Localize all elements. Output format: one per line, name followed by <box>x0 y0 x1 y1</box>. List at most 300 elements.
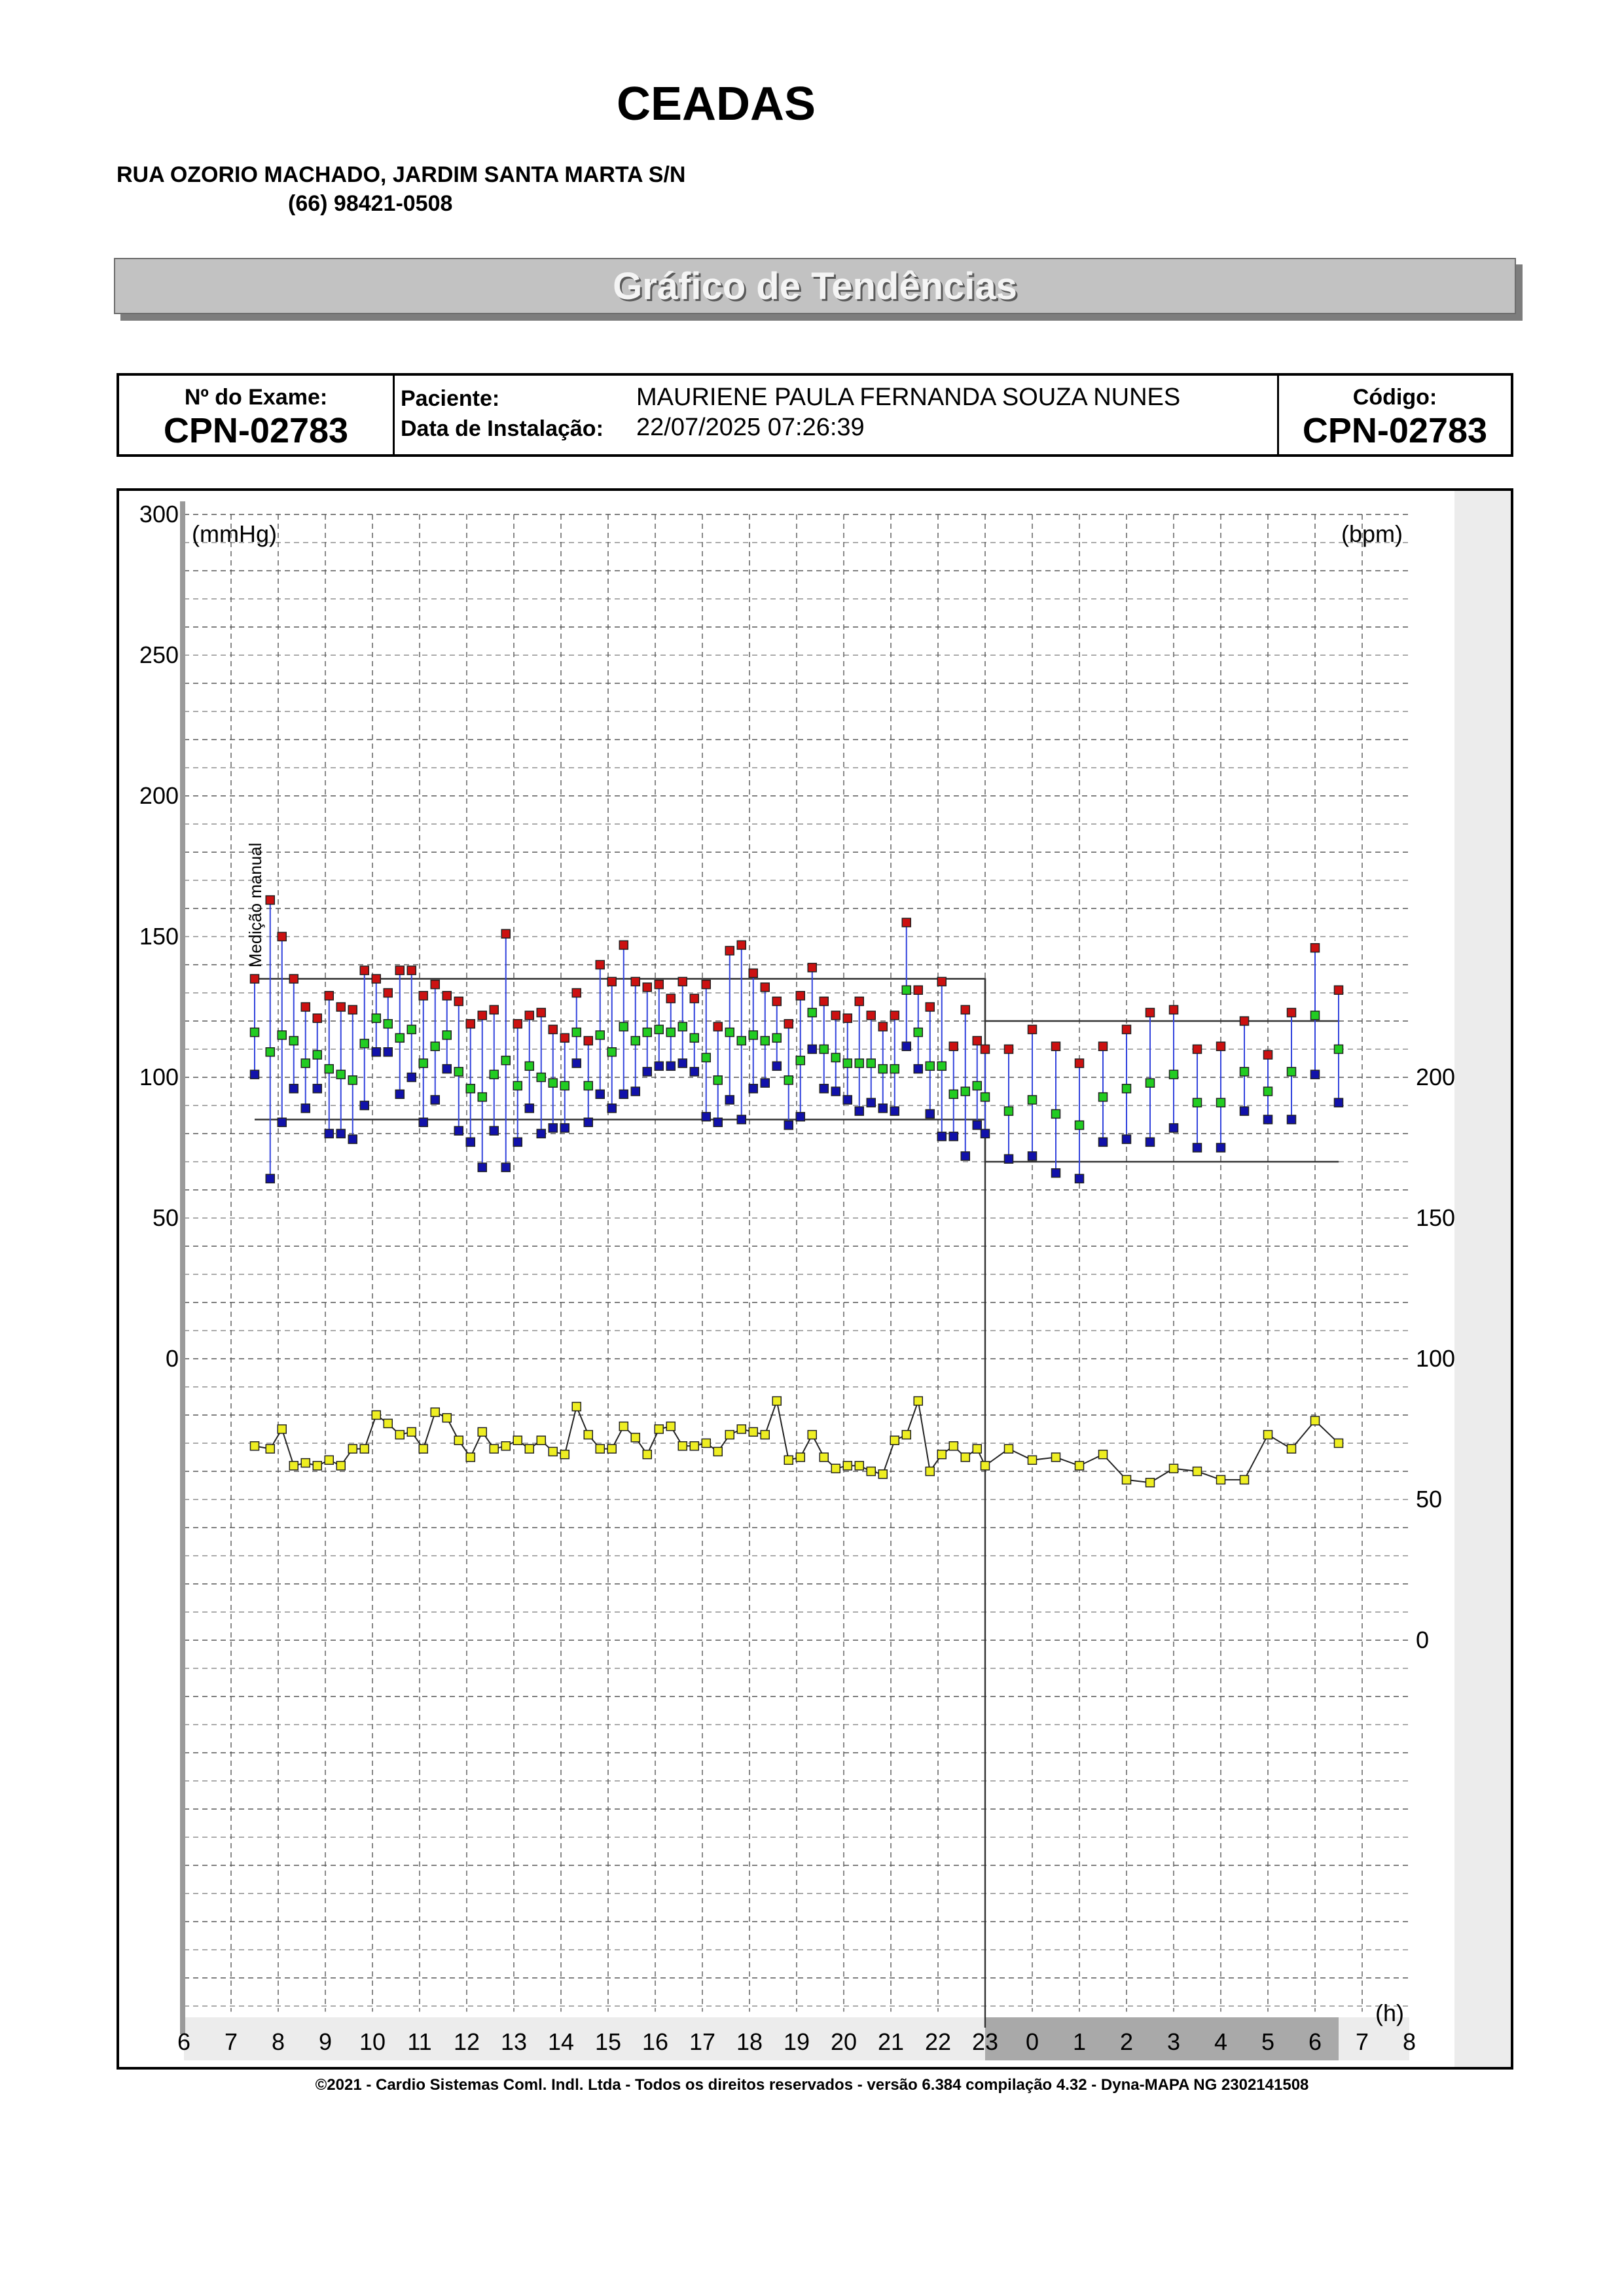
heart-rate-point <box>725 1431 734 1439</box>
diastolic-point <box>937 1132 946 1141</box>
diastolic-point <box>973 1121 981 1130</box>
heart-rate-point <box>808 1431 816 1439</box>
x-tick-label: 4 <box>1214 2028 1228 2055</box>
diastolic-point <box>1335 1098 1343 1107</box>
clinic-phone: (66) 98421-0508 <box>288 191 453 216</box>
heart-rate-point <box>678 1442 687 1450</box>
systolic-point <box>289 975 298 983</box>
systolic-point <box>1288 1009 1296 1017</box>
systolic-point <box>1005 1045 1013 1054</box>
mean-point <box>1240 1067 1249 1076</box>
systolic-point <box>301 1003 310 1011</box>
diastolic-point <box>360 1102 369 1110</box>
mean-point <box>831 1053 840 1062</box>
diastolic-point <box>855 1107 863 1115</box>
copyright-footer: ©2021 - Cardio Sistemas Coml. Indl. Ltda - Todos os direitos reservados - versão 6.384 compilação 4.32 - Dyna-MAPA NG 2302141508 <box>315 2076 1309 2094</box>
heart-rate-point <box>596 1444 604 1453</box>
systolic-point <box>360 966 369 975</box>
heart-rate-point <box>325 1456 333 1464</box>
systolic-point <box>949 1042 958 1050</box>
mean-point <box>478 1093 486 1102</box>
systolic-point <box>478 1011 486 1020</box>
mean-point <box>419 1059 427 1067</box>
mean-point <box>737 1037 746 1045</box>
y-left-tick-label: 100 <box>139 1064 179 1090</box>
trend-chart-frame <box>117 488 1513 2070</box>
mean-point <box>619 1022 628 1031</box>
mean-point <box>690 1033 698 1042</box>
heart-rate-point <box>831 1464 840 1473</box>
y-left-tick-label: 150 <box>139 923 179 950</box>
heart-rate-point <box>501 1442 510 1450</box>
heart-rate-point <box>372 1411 380 1420</box>
mean-point <box>607 1048 616 1056</box>
heart-rate-point <box>761 1431 769 1439</box>
diastolic-point <box>643 1067 651 1076</box>
manual-measurement-note: Medição manual <box>245 842 265 968</box>
systolic-point <box>466 1020 475 1028</box>
code-cell <box>1277 376 1511 454</box>
mean-point <box>490 1070 498 1079</box>
diastolic-point <box>820 1085 828 1093</box>
diastolic-point <box>348 1135 357 1143</box>
mean-point <box>537 1073 545 1082</box>
diastolic-point <box>1217 1143 1225 1152</box>
systolic-point <box>713 1022 722 1031</box>
systolic-point <box>926 1003 934 1011</box>
mean-point <box>1170 1070 1178 1079</box>
mean-point <box>890 1065 899 1073</box>
heart-rate-point <box>1311 1416 1320 1425</box>
mean-point <box>843 1059 852 1067</box>
heart-rate-point <box>1052 1453 1060 1462</box>
systolic-point <box>266 896 274 905</box>
systolic-point <box>1335 986 1343 994</box>
heart-rate-point <box>902 1431 911 1439</box>
diastolic-point <box>1311 1070 1320 1079</box>
mean-point <box>643 1028 651 1037</box>
x-tick-label: 1 <box>1072 2028 1087 2055</box>
diastolic-point <box>478 1163 486 1172</box>
heart-rate-point <box>431 1408 439 1416</box>
diastolic-point <box>843 1096 852 1104</box>
heart-rate-point <box>525 1444 533 1453</box>
systolic-point <box>572 989 581 997</box>
y-left-unit-label: (mmHg) <box>192 520 277 547</box>
mean-point <box>772 1033 781 1042</box>
diastolic-point <box>725 1096 734 1104</box>
x-tick-label: 16 <box>641 2028 669 2055</box>
diastolic-point <box>678 1059 687 1067</box>
y-left-tick-label: 250 <box>139 641 179 668</box>
mean-point <box>855 1059 863 1067</box>
diastolic-point <box>407 1073 416 1082</box>
diastolic-point <box>454 1126 463 1135</box>
mean-point <box>749 1031 757 1039</box>
diastolic-point <box>926 1109 934 1118</box>
patient-label: Paciente: <box>401 386 500 411</box>
heart-rate-point <box>643 1450 651 1459</box>
trend-chart <box>119 491 1511 2067</box>
systolic-point <box>867 1011 875 1020</box>
mean-point <box>372 1014 380 1022</box>
mean-point <box>1193 1098 1202 1107</box>
x-tick-label: 3 <box>1166 2028 1181 2055</box>
x-tick-label: 15 <box>594 2028 622 2055</box>
systolic-point <box>596 961 604 969</box>
systolic-point <box>1170 1005 1178 1014</box>
heart-rate-point <box>914 1397 922 1405</box>
heart-rate-point <box>1217 1475 1225 1484</box>
mean-point <box>266 1048 274 1056</box>
systolic-point <box>549 1025 557 1033</box>
diastolic-point <box>501 1163 510 1172</box>
heart-rate-point <box>384 1419 392 1427</box>
diastolic-point <box>619 1090 628 1098</box>
heart-rate-point <box>772 1397 781 1405</box>
heart-rate-point <box>572 1403 581 1411</box>
heart-rate-point <box>513 1436 522 1444</box>
diastolic-point <box>784 1121 793 1130</box>
systolic-point <box>407 966 416 975</box>
mean-point <box>820 1045 828 1054</box>
diastolic-point <box>961 1152 969 1160</box>
mean-point <box>549 1079 557 1087</box>
mean-point <box>1146 1079 1155 1087</box>
heart-rate-point <box>407 1427 416 1436</box>
heart-rate-point <box>560 1450 569 1459</box>
systolic-point <box>1028 1025 1037 1033</box>
code-label: Código: <box>1352 385 1437 410</box>
mean-point <box>796 1056 804 1065</box>
mean-point <box>1052 1109 1060 1118</box>
diastolic-point <box>442 1065 451 1073</box>
heart-rate-point <box>478 1427 486 1436</box>
systolic-point <box>1217 1042 1225 1050</box>
mean-point <box>1217 1098 1225 1107</box>
x-tick-label: 8 <box>271 2028 285 2055</box>
y-left-tick-label: 300 <box>139 501 179 528</box>
report-title: Gráfico de Tendências <box>613 265 1017 308</box>
systolic-point <box>820 997 828 1005</box>
mean-point <box>867 1059 875 1067</box>
systolic-point <box>619 941 628 949</box>
x-tick-label: 7 <box>224 2028 238 2055</box>
diastolic-point <box>490 1126 498 1135</box>
mean-point <box>666 1028 675 1037</box>
systolic-point <box>631 977 640 986</box>
heart-rate-point <box>855 1462 863 1470</box>
y-left-tick-label: 200 <box>139 782 179 809</box>
heart-rate-point <box>1123 1475 1131 1484</box>
systolic-point <box>749 969 757 977</box>
x-tick-label: 13 <box>500 2028 528 2055</box>
mean-point <box>702 1053 710 1062</box>
mean-point <box>572 1028 581 1037</box>
heart-rate-point <box>655 1425 663 1433</box>
systolic-point <box>1240 1017 1249 1026</box>
mean-point <box>560 1081 569 1090</box>
diastolic-point <box>395 1090 404 1098</box>
systolic-point <box>348 1005 357 1014</box>
diastolic-point <box>419 1118 427 1126</box>
diastolic-point <box>1052 1169 1060 1177</box>
exam-number-label: Nº do Exame: <box>184 385 328 410</box>
mean-point <box>914 1028 922 1037</box>
diastolic-point <box>1193 1143 1202 1152</box>
systolic-point <box>725 946 734 955</box>
heart-rate-point <box>454 1436 463 1444</box>
systolic-point <box>395 966 404 975</box>
mean-point <box>348 1076 357 1085</box>
diastolic-point <box>278 1118 286 1126</box>
mean-point <box>584 1081 592 1090</box>
mean-point <box>902 986 911 994</box>
code-value: CPN-02783 <box>1302 411 1488 450</box>
systolic-point <box>501 929 510 938</box>
systolic-point <box>513 1020 522 1028</box>
heart-rate-point <box>1240 1475 1249 1484</box>
diastolic-point <box>301 1104 310 1113</box>
x-tick-label: 5 <box>1261 2028 1275 2055</box>
x-tick-label: 0 <box>1025 2028 1039 2055</box>
heart-rate-point <box>713 1447 722 1456</box>
heart-rate-point <box>336 1462 345 1470</box>
y-right-tick-label: 100 <box>1416 1345 1456 1372</box>
x-tick-label: 11 <box>407 2028 432 2055</box>
diastolic-point <box>655 1062 663 1070</box>
diastolic-point <box>808 1045 816 1054</box>
heart-rate-point <box>395 1431 404 1439</box>
heart-rate-point <box>313 1462 321 1470</box>
heart-rate-point <box>937 1450 946 1459</box>
heart-rate-point <box>749 1427 757 1436</box>
systolic-point <box>442 992 451 1000</box>
diastolic-point <box>1240 1107 1249 1115</box>
heart-rate-point <box>1193 1467 1202 1476</box>
x-unit-label: (h) <box>1375 2000 1404 2026</box>
diastolic-point <box>549 1124 557 1132</box>
mean-point <box>596 1031 604 1039</box>
heart-rate-point <box>981 1462 990 1470</box>
heart-rate-point <box>843 1462 852 1470</box>
diastolic-point <box>289 1085 298 1093</box>
heart-rate-point <box>690 1442 698 1450</box>
diastolic-point <box>596 1090 604 1098</box>
x-tick-label: 6 <box>177 2028 191 2055</box>
mean-point <box>395 1033 404 1042</box>
mean-point <box>1099 1093 1108 1102</box>
mean-point <box>725 1028 734 1037</box>
mean-point <box>289 1037 298 1045</box>
mean-point <box>949 1090 958 1098</box>
systolic-point <box>251 975 259 983</box>
systolic-point <box>761 983 769 992</box>
systolic-point <box>336 1003 345 1011</box>
report-title-banner <box>114 258 1516 314</box>
heart-rate-point <box>1264 1431 1272 1439</box>
mean-point <box>1028 1096 1037 1104</box>
install-date: 22/07/2025 07:26:39 <box>636 414 865 441</box>
heart-rate-point <box>949 1442 958 1450</box>
x-tick-label: 12 <box>453 2028 480 2055</box>
systolic-point <box>1123 1025 1131 1033</box>
x-tick-label: 2 <box>1119 2028 1134 2055</box>
heart-rate-point <box>631 1433 640 1442</box>
x-tick-label: 20 <box>830 2028 857 2055</box>
diastolic-point <box>584 1118 592 1126</box>
heart-rate-point <box>784 1456 793 1464</box>
x-tick-label: 9 <box>318 2028 333 2055</box>
systolic-point <box>655 980 663 989</box>
mean-point <box>278 1031 286 1039</box>
mean-point <box>784 1076 793 1085</box>
diastolic-point <box>796 1113 804 1121</box>
mean-point <box>713 1076 722 1085</box>
mean-point <box>878 1065 887 1073</box>
systolic-point <box>313 1014 321 1022</box>
heart-rate-point <box>360 1444 369 1453</box>
x-tick-label: 7 <box>1355 2028 1369 2055</box>
heart-rate-point <box>973 1444 981 1453</box>
diastolic-point <box>631 1087 640 1096</box>
diastolic-point <box>749 1085 757 1093</box>
diastolic-point <box>372 1048 380 1056</box>
systolic-point <box>690 994 698 1003</box>
diastolic-point <box>251 1070 259 1079</box>
systolic-point <box>666 994 675 1003</box>
heart-rate-point <box>251 1442 259 1450</box>
install-date-label: Data de Instalação: <box>401 416 604 441</box>
heart-rate-point <box>348 1444 357 1453</box>
diastolic-point <box>890 1107 899 1115</box>
heart-rate-point <box>1099 1450 1108 1459</box>
heart-rate-point <box>890 1436 899 1444</box>
x-tick-label: 21 <box>877 2028 905 2055</box>
chart-right-margin <box>1454 491 1511 2067</box>
heart-rate-point <box>878 1470 887 1479</box>
diastolic-point <box>431 1096 439 1104</box>
exam-number-cell <box>119 376 395 454</box>
systolic-point <box>643 983 651 992</box>
y-right-unit-label: (bpm) <box>1341 520 1403 547</box>
x-tick-label: 10 <box>359 2028 386 2055</box>
systolic-point <box>902 918 911 927</box>
systolic-point <box>325 992 333 1000</box>
heart-rate-point <box>419 1444 427 1453</box>
mean-point <box>961 1087 969 1096</box>
heart-rate-point <box>1075 1462 1084 1470</box>
systolic-point <box>454 997 463 1005</box>
y-right-tick-label: 50 <box>1416 1486 1443 1513</box>
diastolic-point <box>981 1130 990 1138</box>
diastolic-point <box>1028 1152 1037 1160</box>
diastolic-point <box>702 1113 710 1121</box>
heart-rate-point <box>926 1467 934 1476</box>
mean-point <box>926 1062 934 1070</box>
diastolic-point <box>761 1079 769 1087</box>
systolic-point <box>796 992 804 1000</box>
diastolic-point <box>560 1124 569 1132</box>
diastolic-point <box>607 1104 616 1113</box>
mean-point <box>973 1081 981 1090</box>
heart-rate-point <box>301 1459 310 1467</box>
mean-point <box>301 1059 310 1067</box>
heart-rate-point <box>549 1447 557 1456</box>
diastolic-point <box>1005 1155 1013 1163</box>
systolic-point <box>278 933 286 941</box>
y-right-tick-label: 0 <box>1416 1626 1430 1653</box>
heart-rate-point <box>1146 1479 1155 1487</box>
diastolic-point <box>313 1085 321 1093</box>
heart-rate-point <box>961 1453 969 1462</box>
systolic-point <box>702 980 710 989</box>
systolic-point <box>560 1033 569 1042</box>
heart-rate-point <box>1005 1444 1013 1453</box>
diastolic-point <box>737 1115 746 1124</box>
mean-point <box>466 1085 475 1093</box>
y-right-tick-label: 150 <box>1416 1204 1456 1231</box>
systolic-point <box>831 1011 840 1020</box>
x-tick-label: 19 <box>783 2028 810 2055</box>
mean-point <box>336 1070 345 1079</box>
systolic-point <box>1264 1050 1272 1059</box>
systolic-point <box>1052 1042 1060 1050</box>
systolic-point <box>784 1020 793 1028</box>
systolic-point <box>1146 1009 1155 1017</box>
systolic-point <box>490 1005 498 1014</box>
diastolic-point <box>1146 1138 1155 1146</box>
diastolic-point <box>325 1130 333 1138</box>
mean-point <box>761 1037 769 1045</box>
systolic-point <box>419 992 427 1000</box>
diastolic-point <box>513 1138 522 1146</box>
heart-rate-point <box>537 1436 545 1444</box>
diastolic-point <box>949 1132 958 1141</box>
systolic-point <box>937 977 946 986</box>
heart-rate-point <box>266 1444 274 1453</box>
diastolic-point <box>831 1087 840 1096</box>
heart-rate-point <box>490 1444 498 1453</box>
systolic-point <box>843 1014 852 1022</box>
mean-point <box>937 1062 946 1070</box>
diastolic-point <box>690 1067 698 1076</box>
x-tick-label: 17 <box>689 2028 716 2055</box>
systolic-point <box>384 989 392 997</box>
diastolic-point <box>878 1104 887 1113</box>
systolic-point <box>855 997 863 1005</box>
y-left-tick-label: 50 <box>152 1204 179 1231</box>
systolic-point <box>1193 1045 1202 1054</box>
systolic-point <box>584 1037 592 1045</box>
systolic-point <box>961 1005 969 1014</box>
diastolic-point <box>902 1042 911 1050</box>
diastolic-point <box>525 1104 533 1113</box>
mean-point <box>1264 1087 1272 1096</box>
mean-point <box>442 1031 451 1039</box>
heart-rate-point <box>1170 1464 1178 1473</box>
diastolic-point <box>772 1062 781 1070</box>
heart-rate-point <box>289 1462 298 1470</box>
systolic-point <box>878 1022 887 1031</box>
clinic-name: CEADAS <box>616 78 816 130</box>
mean-point <box>525 1062 533 1070</box>
systolic-point <box>737 941 746 949</box>
mean-point <box>313 1050 321 1059</box>
mean-point <box>1288 1067 1296 1076</box>
heart-rate-point <box>737 1425 746 1433</box>
systolic-point <box>431 980 439 989</box>
